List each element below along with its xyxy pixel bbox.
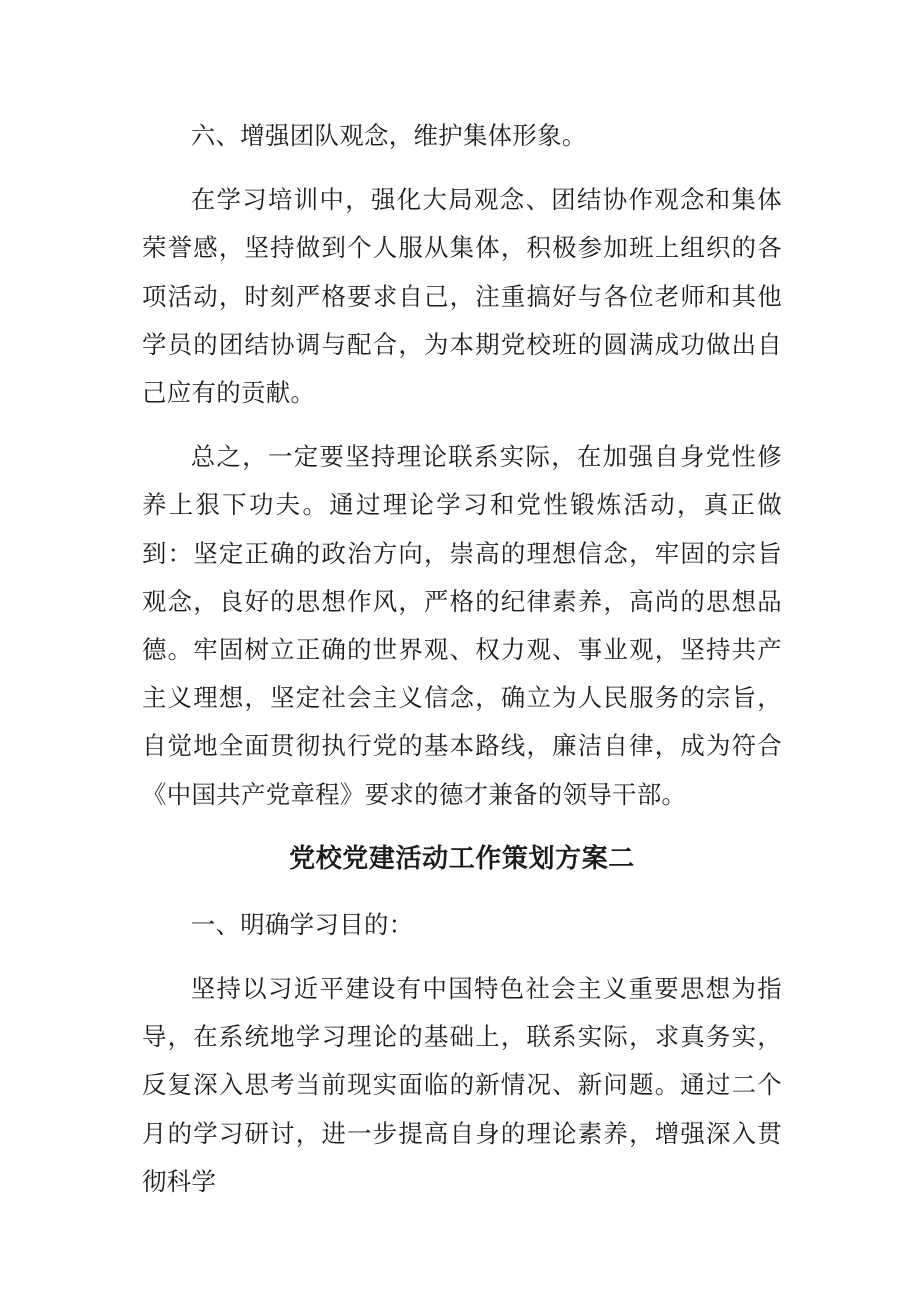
paragraph-learning-goal: 坚持以习近平建设有中国特色社会主义重要思想为指导，在系统地学习理论的基础上，联系实际，求真务实，反复深入思考当前现实面临的新情况、新问题。通过二个月的学习研讨，进一步提高自身的理论素养，增强深入贯彻科学 bbox=[142, 974, 782, 1196]
section-one-heading: 一、明确学习目的： bbox=[190, 909, 414, 939]
document-body bbox=[142, 112, 782, 1222]
section-six-heading: 六、增强团队观念，维护集体形象。 bbox=[190, 121, 587, 150]
plan-two-title: 党校党建活动工作策划方案二 bbox=[289, 843, 635, 874]
paragraph-summary: 总之，一定要坚持理论联系实际，在加强自身党性修养上狠下功夫。通过理论学习和党性锻炼活动，真正做到：坚定正确的政治方向，崇高的理想信念，牢固的宗旨观念，良好的思想作风，严格的纪律素养，高尚的思想品德。牢固树立正确的世界观、权力观、事业观，坚持共产主义理想，坚定社会主义信念，确立为人民服务的宗旨，自觉地全面贯彻执行党的基本路线，廉洁自律，成为符合《中国共产党章程》要求的德才兼备的领导干部。 bbox=[142, 442, 782, 809]
paragraph-team-spirit: 在学习培训中，强化大局观念、团结协作观念和集体荣誉感，坚持做到个人服从集体，积极参加班上组织的各项活动，时刻严格要求自己，注重搞好与各位老师和其他学员的团结协调与配合，为本期党校班的圆满成功做出自己应有的贡献。 bbox=[142, 185, 782, 408]
